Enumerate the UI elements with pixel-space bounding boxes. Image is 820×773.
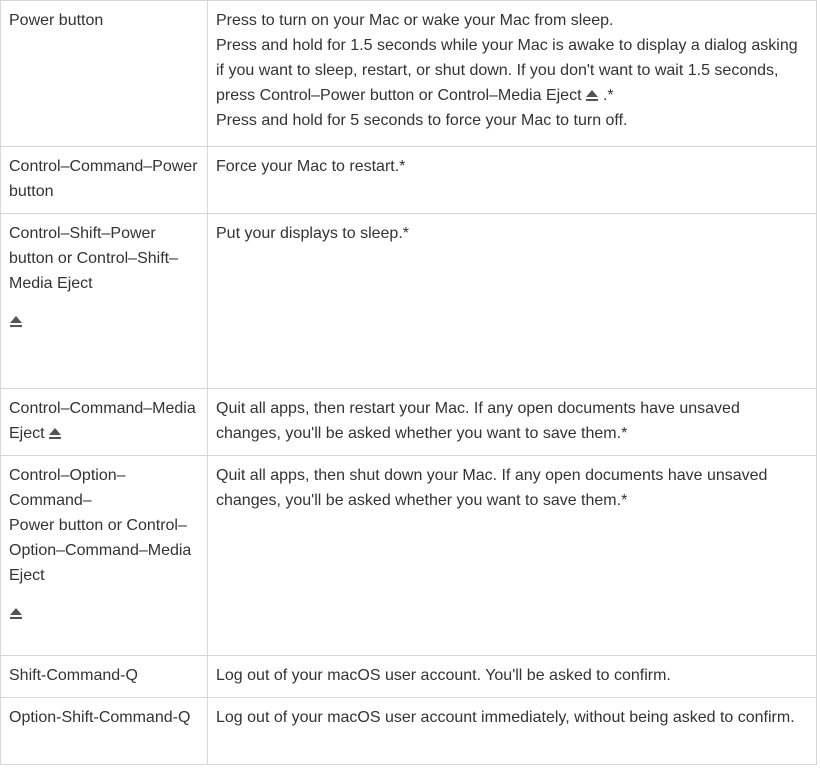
description-cell [208,698,817,765]
eject-icon-wrapper [9,601,201,626]
table-row [1,214,817,389]
shortcut-label: Control–Shift–Power button or Control–Shift–Media Eject [9,225,178,292]
description-text: Force your Mac to restart.* [216,158,406,175]
table-row [1,656,817,698]
description-cell [208,389,817,456]
description-text: Put your displays to sleep.* [216,225,409,242]
description-cell [208,147,817,214]
media-eject-icon [9,608,23,620]
media-eject-icon [9,316,23,328]
media-eject-icon [48,428,62,440]
description-text: Log out of your macOS user account. You'll be asked to confirm. [216,667,671,684]
shortcut-label: Power button or Control–Option–Command–Media Eject [9,517,192,584]
shortcut-label: Shift-Command-Q [9,667,138,684]
shortcut-cell [1,456,208,656]
shortcut-label: Control–Command–Media Eject [9,400,196,442]
shortcut-label: Power button [9,12,104,29]
shortcut-cell [1,1,208,147]
description-line: Press and hold for 5 seconds to force your Mac to turn off. [216,112,628,129]
shortcut-cell [1,147,208,214]
description-cell [208,656,817,698]
table-row [1,698,817,765]
description-text: Press and hold for 1.5 seconds while your Mac is awake to display a dialog asking if you want to sleep, restart, or shut down. If you don't want to wait 1.5 seconds, press Control–Power button or Control–Media Eject [216,37,798,104]
description-text: Quit all apps, then restart your Mac. If any open documents have unsaved changes, you'll be asked whether you want to save them.* [216,400,740,442]
description-cell [208,456,817,656]
shortcut-label: Control–Option–Command– [9,467,126,509]
shortcut-label: Option-Shift-Command-Q [9,709,191,726]
description-cell [208,1,817,147]
description-line: Press to turn on your Mac or wake your Mac from sleep. [216,12,614,29]
description-text: .* [602,87,614,104]
shortcut-cell [1,214,208,389]
table-row [1,147,817,214]
table-row [1,456,817,656]
eject-icon-wrapper [9,309,201,334]
media-eject-icon [585,90,599,102]
description-cell [208,214,817,389]
description-text: Quit all apps, then shut down your Mac. If any open documents have unsaved changes, you'll be asked whether you want to save them.* [216,467,768,509]
description-line [216,33,808,108]
shortcut-cell [1,389,208,456]
description-text: Log out of your macOS user account immediately, without being asked to confirm. [216,709,795,726]
table-row [1,389,817,456]
shortcut-cell [1,656,208,698]
table-row [1,1,817,147]
shortcut-label: Control–Command–Power button [9,158,198,200]
shortcut-cell [1,698,208,765]
